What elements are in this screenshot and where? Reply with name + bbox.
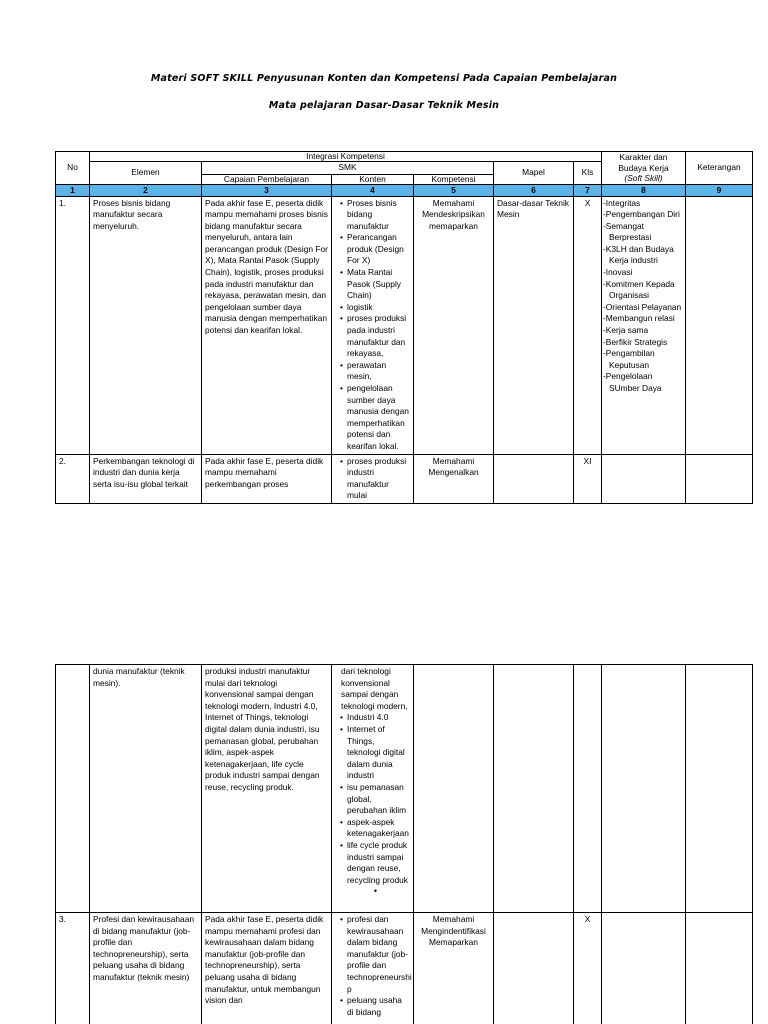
header-elemen: Elemen — [90, 162, 202, 185]
col-number: 5 — [414, 184, 494, 196]
table-row — [56, 913, 753, 1024]
list-item: - Pengambilan Keputusan — [603, 348, 682, 371]
row-karakter — [602, 665, 686, 913]
row-mapel — [494, 913, 574, 1024]
list-item: - Inovasi — [603, 267, 682, 279]
header-mapel: Mapel — [494, 162, 574, 185]
list-item: • Mata Rantai Pasok (Supply Chain) — [347, 267, 410, 302]
list-item: - Semangat Berprestasi — [603, 221, 682, 244]
row-capaian: Pada akhir fase E, peserta didik mampu memahami profesi dan kewirausahaan dalam bidang manufaktur (job-profile dan technopreneurship), serta peluang usaha di bidang manufaktur, untuk membangun vision dan — [202, 913, 332, 1024]
list-item: • profesi dan kewirausahaan dalam bidang manufaktur (job-profile dan technopreneurshi p — [347, 914, 410, 995]
list-item: • Internet of Things, teknologi digital dalam dunia industri — [347, 724, 410, 782]
row-kompetensi: Memahami Mengindentifikasi Memaparkan — [414, 913, 494, 1024]
row-kls: X — [574, 196, 602, 454]
header-smk: SMK — [202, 162, 494, 175]
list-item: - Kerja sama — [603, 325, 682, 337]
row-kompetensi: Memahami Mendeskripsikan memaparkan — [414, 196, 494, 454]
col-number: 7 — [574, 184, 602, 196]
row-kompetensi: Memahami Mengenalkan — [414, 454, 494, 503]
list-item: • isu pemanasan global, perubahan iklim — [347, 782, 410, 817]
row-mapel — [494, 454, 574, 503]
col-number: 6 — [494, 184, 574, 196]
list-item: - Orientasi Pelayanan — [603, 302, 682, 314]
row-mapel: Dasar-dasar Teknik Mesin — [494, 196, 574, 454]
row-kompetensi — [414, 665, 494, 913]
row-capaian: Pada akhir fase E, peserta didik mampu memahami perkembangan proses — [202, 454, 332, 503]
list-item: • life cycle produk industri sampai dengan reuse, recycling produk — [347, 840, 410, 886]
header-kls: Kls — [574, 162, 602, 185]
row-konten — [332, 454, 414, 503]
row-keterangan — [686, 665, 753, 913]
list-item: - Pengembangan Diri — [603, 209, 682, 221]
list-item: - Berfikir Strategis — [603, 337, 682, 349]
col-number: 4 — [332, 184, 414, 196]
competency-table-continued — [55, 664, 753, 1024]
row-number: 2. — [56, 454, 90, 503]
empty-bullet: • — [373, 886, 378, 897]
page-2 — [0, 660, 768, 1024]
header-konten: Konten — [332, 174, 414, 184]
row-elemen: Perkembangan teknologi di industri dan dunia kerja serta isu-isu global terkait — [90, 454, 202, 503]
row-kls — [574, 665, 602, 913]
row-elemen: Proses bisnis bidang manufaktur secara menyeluruh. — [90, 196, 202, 454]
list-item: • aspek-aspek ketenagakerjaan — [347, 817, 410, 840]
list-item: • peluang usaha di bidang — [347, 995, 410, 1018]
row-number — [56, 665, 90, 913]
list-item: • Perancangan produk (Design For X) — [347, 232, 410, 267]
row-konten — [332, 665, 414, 913]
list-item: - Membangun relasi — [603, 313, 682, 325]
row-kls: X — [574, 913, 602, 1024]
row-karakter — [602, 913, 686, 1024]
list-item: - Pengelolaan SUmber Daya — [603, 371, 682, 394]
table-row — [56, 665, 753, 913]
list-item: • Proses bisnis bidang manufaktur — [347, 198, 410, 233]
column-number-row — [56, 184, 753, 196]
competency-table — [55, 151, 753, 504]
row-capaian: Pada akhir fase E, peserta didik mampu memahami proses bisnis bidang manufaktur secara menyeluruh, antara lain perancangan produk (Design For X), Mata Rantai Pasok (Supply Chain), logistik, proses produksi pada industri manufaktur dan rekayasa, perawatan mesin, dan pengelolaan sumber daya manusia dengan memperhatikan potensi dan kearifan lokal. — [202, 196, 332, 454]
row-keterangan — [686, 454, 753, 503]
col-number: 3 — [202, 184, 332, 196]
row-mapel — [494, 665, 574, 913]
list-item: • Industri 4.0 — [347, 712, 410, 724]
col-number: 1 — [56, 184, 90, 196]
page-separator — [0, 580, 768, 660]
header-kompetensi: Kompetensi — [414, 174, 494, 184]
document-subtitle: Mata pelajaran Dasar-Dasar Teknik Mesin — [268, 100, 500, 111]
col-number: 2 — [90, 184, 202, 196]
header-no: No — [56, 152, 90, 185]
header-capaian: Capaian Pembelajaran — [202, 174, 332, 184]
list-item: • proses produksi pada industri manufaktur dan rekayasa, — [347, 313, 410, 359]
konten-continued: dari teknologi konvensional sampai dengan teknologi modern, — [341, 666, 408, 711]
header-keterangan: Keterangan — [686, 152, 753, 185]
header-karakter: Karakter dan Budaya Kerja (Soft Skill) — [602, 152, 686, 185]
row-kls: XI — [574, 454, 602, 503]
row-karakter — [602, 196, 686, 454]
list-item: • logistik — [347, 302, 410, 314]
row-capaian: produksi industri manufaktur mulai dari teknologi konvensional sampai dengan teknologi modern, Industri 4.0, Internet of Things, teknologi digital dalam dunia industri, isu pemanasan global, perubahan iklim, aspek-aspek ketenagakerjaan, life cycle produk industri sampai dengan reuse, recycling produk. — [202, 665, 332, 913]
document-title: Materi SOFT SKILL Penyusunan Konten dan Kompetensi Pada Capaian Pembelajaran — [150, 73, 618, 84]
list-item: - Komitmen Kepada Organisasi — [603, 279, 682, 302]
row-keterangan — [686, 196, 753, 454]
list-item: - Integritas — [603, 198, 682, 210]
list-item: • pengelolaan sumber daya manusia dengan memperhatikan potensi dan kearifan lokal. — [347, 383, 410, 453]
list-item: • perawatan mesin, — [347, 360, 410, 383]
row-keterangan — [686, 913, 753, 1024]
table-row — [56, 454, 753, 503]
col-number: 9 — [686, 184, 753, 196]
row-elemen: dunia manufaktur (teknik mesin). — [90, 665, 202, 913]
list-item: - K3LH dan Budaya Kerja industri — [603, 244, 682, 267]
row-karakter — [602, 454, 686, 503]
row-elemen: Profesi dan kewirausahaan di bidang manufaktur (job- profile dan technopreneurship), serta peluang usaha di bidang manufaktur (teknik mesin) — [90, 913, 202, 1024]
table-row — [56, 196, 753, 454]
header-integrasi: Integrasi Kompetensi — [90, 152, 602, 162]
row-number: 1. — [56, 196, 90, 454]
row-konten — [332, 196, 414, 454]
list-item: • proses produksi industri manufaktur mulai — [347, 456, 410, 502]
row-konten — [332, 913, 414, 1024]
col-number: 8 — [602, 184, 686, 196]
row-number: 3. — [56, 913, 90, 1024]
